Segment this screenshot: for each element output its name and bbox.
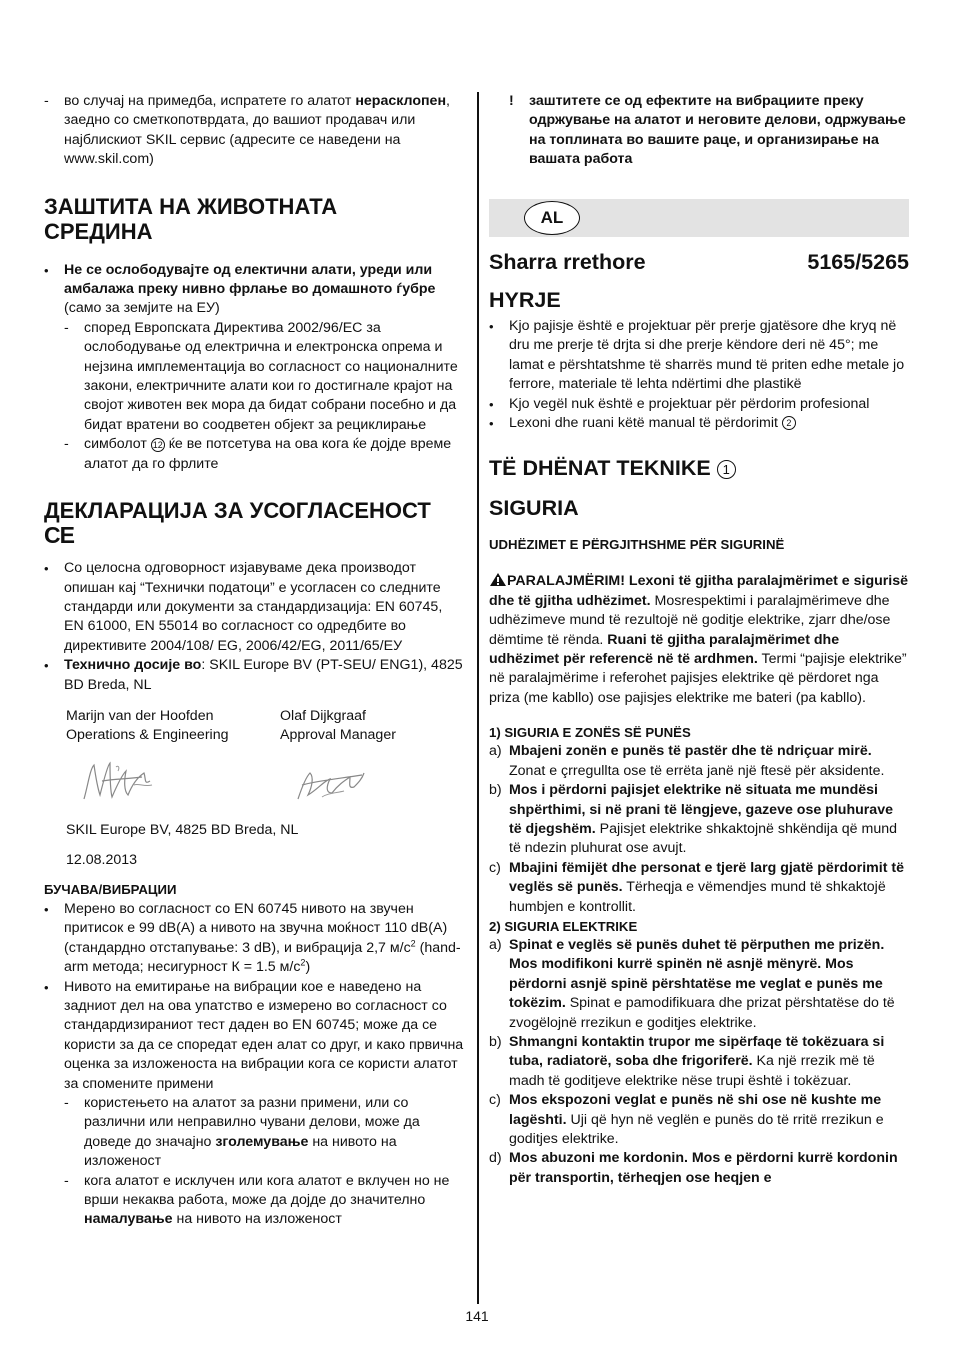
left-column: [44, 92, 464, 1230]
work-area-item-a: a) Mbajeni zonën e punës të pastër dhe të ndriçuar mirë. Zonat e çrregullta ose të errëta janë një ftesë për aksidente.: [489, 743, 885, 779]
work-area-heading: 1) SIGURIA E ZONËS SË PUNËS: [489, 725, 691, 741]
electrical-item-b: b) Shmangni kontaktin trupor me sipërfaqe të tokëzuara si tuba, radiatorë, soba dhe frigoriferë. Ka një rrezik më të madh të goditjeve elektrike nëse trupi është i tokëzuar.: [489, 1033, 885, 1089]
env-heading: ЗАШТИТА НА ЖИВОТНАТА СРЕДИНА: [44, 193, 338, 244]
electrical-item-a: a) Spinat e veglës së punës duhet të përputhen me prizën. Mos modifikoni kurrë spinën në asnjë mënyrë. Mos përdorni asnjë spinë përshtatëse me veglat e punës me tokëzim. Spinat e pamodifikuara dhe prizat përshtatëse do të zvogëlojnë rrezikun e goditjes elektrike.: [489, 936, 895, 1031]
symbol-12-icon: 12: [152, 439, 163, 450]
figure-1-icon: 1: [717, 460, 736, 479]
decl-bullet-1: • Со целосна одговорност изјавуваме дека производот опишан кај “Технички податоци” е усогласен со следните стандарди или документи за стандардизација: EN 60745, EN 61000, EN 55014 во согласност со одредбите во директивите 2004/108/ EG, 2006/42/EG, 2011/65/ЕУ: [44, 560, 443, 654]
tech-data-heading: TË DHËNAT TEKNIKE 1: [489, 455, 909, 481]
language-badge: AL: [524, 201, 580, 235]
decl-bullet-2: • Технично досије во: SKIL Europe BV (PT-SEU/ ENG1), 4825 BD Breda, NL: [44, 657, 463, 693]
figure-2-icon: 2: [782, 416, 796, 430]
signature-1-icon: [80, 755, 160, 807]
right-column: [489, 92, 909, 170]
signatory-1-title: Operations & Engineering: [66, 727, 229, 744]
intro-dash-item: - во случај на примедба, испратете го алатот нерасклопен, заедно со сметкопотврдата, до вашиот продавач или најблискиот SKIL сервис (адресите се наведени на www.skil.com): [44, 93, 450, 168]
signatory-2-name: Olaf Dijkgraaf: [280, 707, 366, 724]
right-column-body: [489, 249, 909, 1188]
page-number: 141: [465, 1308, 489, 1324]
electrical-item-d: d) Mos abuzoni me kordonin. Mos e përdorni kurrë kordonin për transportin, tërheqjen ose heqjen e: [489, 1150, 898, 1186]
work-area-item-b: b) Mos i përdorni pajisjet elektrike në situata me mundësi shpërthimi, si në prani të lëngjeve, gazeve ose pluhurave të djegshëm. Pajisjet elektrike shkaktojnë shkëndija që mund të ndezin pluhurat ose avujt.: [489, 782, 897, 857]
env-sub-2: - симболот 12 ќе ве потсетува на ова кога ќе дојде време алатот да го фрлите: [64, 436, 452, 472]
company-address: SKIL Europe BV, 4825 BD Breda, NL: [66, 821, 299, 838]
warning-triangle-icon: [489, 572, 507, 587]
hyrje-bullet-3: • Lexoni dhe ruani këtë manual të përdorimit 2: [489, 414, 909, 433]
declaration-heading: ДЕКЛАРАЦИЈА ЗА УСОГЛАСЕНОСТ CE: [44, 498, 431, 549]
declaration-date: 12.08.2013: [66, 851, 138, 868]
work-area-item-c: c) Mbajini fëmijët dhe personat e tjerë larg gjatë përdorimit të veglës së punës. Tërheqja e vëmendjes mund të shkaktojë humbjen e kontrollit.: [489, 859, 904, 915]
noise-heading: БУЧАВА/ВИБРАЦИИ: [44, 881, 177, 897]
ce-mark-icon: CE: [44, 522, 74, 549]
vibration-warning: ! заштитете се од ефектите на вибрациите преку одржување на алатот и неговите делови, одржување на топлината во вашите раце, и организирање на вашата работа: [509, 93, 906, 168]
hyrje-heading: HYRJE: [489, 288, 561, 312]
noise-sub-1: - користењето на алатот за разни примени, или со различни или неправилно чувани делови, може да доведе до значајно зголемување на нивото на изложеност: [64, 1095, 420, 1170]
general-warning: PARALAJMËRIM! Lexoni të gjitha paralajmërimet e sigurisë dhe të gjitha udhëzimet. Mosrespektimi i paralajmërimeve dhe udhëzimeve mund të rezultojë në goditje elektrike, zjarr dhe/ose dëmtime të rënda. Ruani të gjitha paralajmërimet dhe udhëzimet për referencë në të ardhmen. Termi “pajisje elektrike” në paralajmërime i referohet pajisjes elektrike që përdoret nga priza (me kabllo) ose pajisjes elektrike me bateri (pa kabllo).: [489, 573, 909, 706]
column-divider: [477, 92, 479, 1304]
signature-2-icon: [292, 763, 368, 807]
electrical-item-c: c) Mos ekspozoni veglat e punës në shi ose në kushte me lagështi. Uji që hyn në veglën e punës do të rritë rrezikun e goditjes elektrike.: [489, 1092, 884, 1147]
electrical-heading: 2) SIGURIA ELEKTRIKE: [489, 918, 638, 934]
hyrje-bullet-1: • Kjo pajisje është e projektuar për prerje gjatësore dhe kryq në dru me prerje të drjta si dhe prerje këndore deri në 45°; me lamat e përshtatshme të sharrës mund të priten edhe metale jo ferrore, materiale të lehta ndërtimi dhe plastikë: [489, 318, 905, 393]
noise-bullet-1: • Мерено во согласност со EN 60745 нивото на звучен притисок е 99 dB(A) а нивото на звучна моќност 110 dB(A) (стандардно отстапување: 3 dB), и вибрација 2,7 $м/с^2$ (hand-arm метода; несигурност К = 1.5 $м/с^2$): [44, 900, 461, 976]
signatory-1-name: Marijn van der Hoofden: [66, 707, 214, 724]
signatory-2-title: Approval Manager: [280, 727, 396, 744]
hyrje-bullet-2: • Kjo vegël nuk është e projektuar për përdorim profesional: [489, 395, 870, 412]
env-bullet-1: • Не се ослободувајте од електични алати, уреди или амбалажа преку нивно фрлање во домашното ѓубре (само за земјите на ЕУ): [44, 261, 436, 317]
noise-bullet-2: • Нивото на емитирање на вибрации кое е наведено на задниот дел на ова упатство е измерено во согласност со стандардизираниот тест даден во EN 60745; може да се користи за да се споредат еден алат со друг, и како првична оценка за изложеноста на вибрации кога се користи алатот за спомените примени: [44, 978, 464, 1092]
noise-sub-2: - кога алатот е исклучен или кога алатот е вклучен но не врши некаква работа, може да дојде до значително намалување на нивото на изложеност: [64, 1172, 450, 1228]
general-safety-heading: UDHËZIMET E PËRGJITHSHME PËR SIGURINË: [489, 537, 785, 553]
siguria-heading: SIGURIA: [489, 496, 579, 521]
product-title: Sharra rrethore 5165/5265: [489, 250, 909, 274]
env-sub-1: - според Европската Директива 2002/96/EC за ослободување од електрична и електронска опрема и нејзина имплементација во согласност со националните закони, електричните алати кои го достигнале крајот на својот животен век мора да бидат собрани посебно и да бидат вратени во соодветен објект за рециклирање: [64, 319, 458, 433]
